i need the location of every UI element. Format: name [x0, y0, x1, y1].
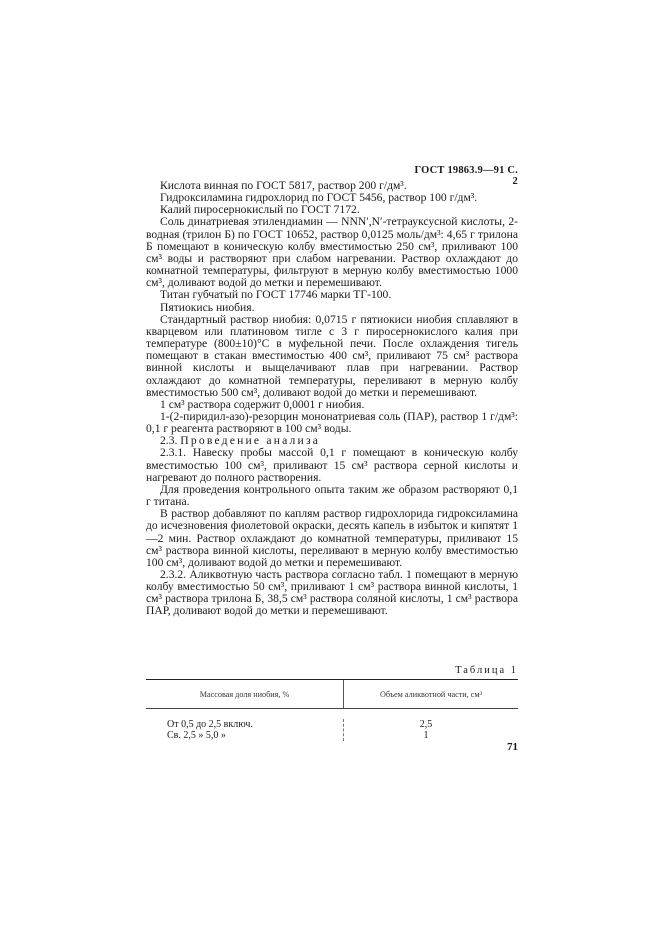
column-aliquot-volume	[344, 719, 518, 741]
paragraph-control-test: Для проведения контрольного опыта таким же образом растворяют 0,1 г титана.	[146, 482, 518, 509]
table-header-row	[146, 680, 518, 708]
table-cell: 1	[423, 730, 429, 742]
table-row: Св. 2,5 » 5,0 »	[167, 730, 226, 742]
column-header-aliquot-volume: Объем аликвотной части, см³	[379, 689, 483, 699]
paragraph-concentration: 1 см³ раствора содержит 0,0001 г ниобия.	[160, 397, 365, 411]
paragraph-niobium-pentoxide: Пятиокись ниобия.	[160, 300, 255, 314]
paragraph-standard-solution: Стандартный раствор ниобия: 0,0715 г пятиокиси ниобия сплавляют в кварцевом или платиновом тигле с 3 г пиросернокислого калия при температуре (800±10)°С в муфельной печи. После охлаждения тигель помещают в стакан вместимостью 400 см³, приливают 75 см³ раствора винной кислоты и выщелачивают плав при нагревании. Раствор охлаждают до комнатной температуры, переливают в мерную колбу вместимостью 500 см³, доливают водой до метки и перемешивают.	[146, 312, 518, 399]
aliquot-table	[146, 679, 518, 741]
table-cell: 2,5	[419, 719, 433, 731]
section-title: Проведение анализа	[180, 434, 321, 448]
paragraph-hydroxylamine-addition: В раствор добавляют по каплям раствор гидрохлорида гидроксиламина до исчезновения фиолетовой окраски, десять капель в избыток и кипятят 1—2 мин. Раствор охлаждают до комнатной температуры, приливают 15 см³ раствора винной кислоты, переливают в мерную колбу вместимостью 100 см³, доливают водой до метки и перемешивают.	[146, 507, 518, 569]
table-body	[146, 709, 518, 741]
paragraph-trilon-b: Соль динатриевая этилендиамин — NNN′,N′-тетрауксусной кислоты, 2-водная (трилон Б) по ГОСТ 10652, раствор 0,0125 моль/дм³: 4,65 г трилона Б помещают в коническую колбу вместимостью 250 см³, приливают 100 см³ воды и растворяют при слабом нагревании. Раствор охлаждают до комнатной температуры, фильтруют в мерную колбу вместимостью 1000 см³, доливают водой до метки и перемешивают.	[146, 215, 518, 290]
paragraph-2-3-2: 2.3.2. Аликвотную часть раствора согласно табл. 1 помещают в мерную колбу вместимостью 50 см³, приливают 1 см³ раствора винной кислоты, 1 см³ раствора трилона Б, 38,5 см³ раствора соляной кислоты, 1 см³ раствора ПАР, доливают водой до метки и перемешивают.	[146, 568, 518, 618]
column-header-niobium-fraction: Массовая доля ниобия, %	[199, 689, 290, 699]
paragraph-tartaric-acid: Кислота винная по ГОСТ 5817, раствор 200 г/дм³.	[160, 179, 407, 192]
table-caption: Таблица 1	[455, 665, 518, 676]
table-row: От 0,5 до 2,5 включ.	[167, 719, 253, 731]
paragraph-potassium-pyrosulfate: Калий пиросернокислый по ГОСТ 7172.	[160, 203, 360, 217]
section-number: 2.3.	[160, 434, 178, 448]
body-text	[146, 180, 518, 618]
paragraph-titanium: Титан губчатый по ГОСТ 17746 марки ТГ-100.	[160, 288, 392, 302]
column-niobium-fraction	[146, 719, 343, 741]
paragraph-2-3-1: 2.3.1. Навеску пробы массой 0,1 г помещают в коническую колбу вместимостью 100 см³, приливают 15 см³ раствора серной кислоты и нагревают до полного растворения.	[146, 446, 518, 484]
page-number: 71	[507, 741, 518, 753]
paragraph-par-reagent: 1-(2-пиридил-азо)-резорцин мононатриевая соль (ПАР), раствор 1 г/дм³: 0,1 г реагента растворяют в 100 см³ воды.	[146, 409, 518, 436]
running-header: ГОСТ 19863.9—91 С. 2	[414, 165, 518, 187]
paragraph-hydroxylamine: Гидроксиламина гидрохлорид по ГОСТ 5456, раствор 100 г/дм³.	[160, 191, 478, 205]
